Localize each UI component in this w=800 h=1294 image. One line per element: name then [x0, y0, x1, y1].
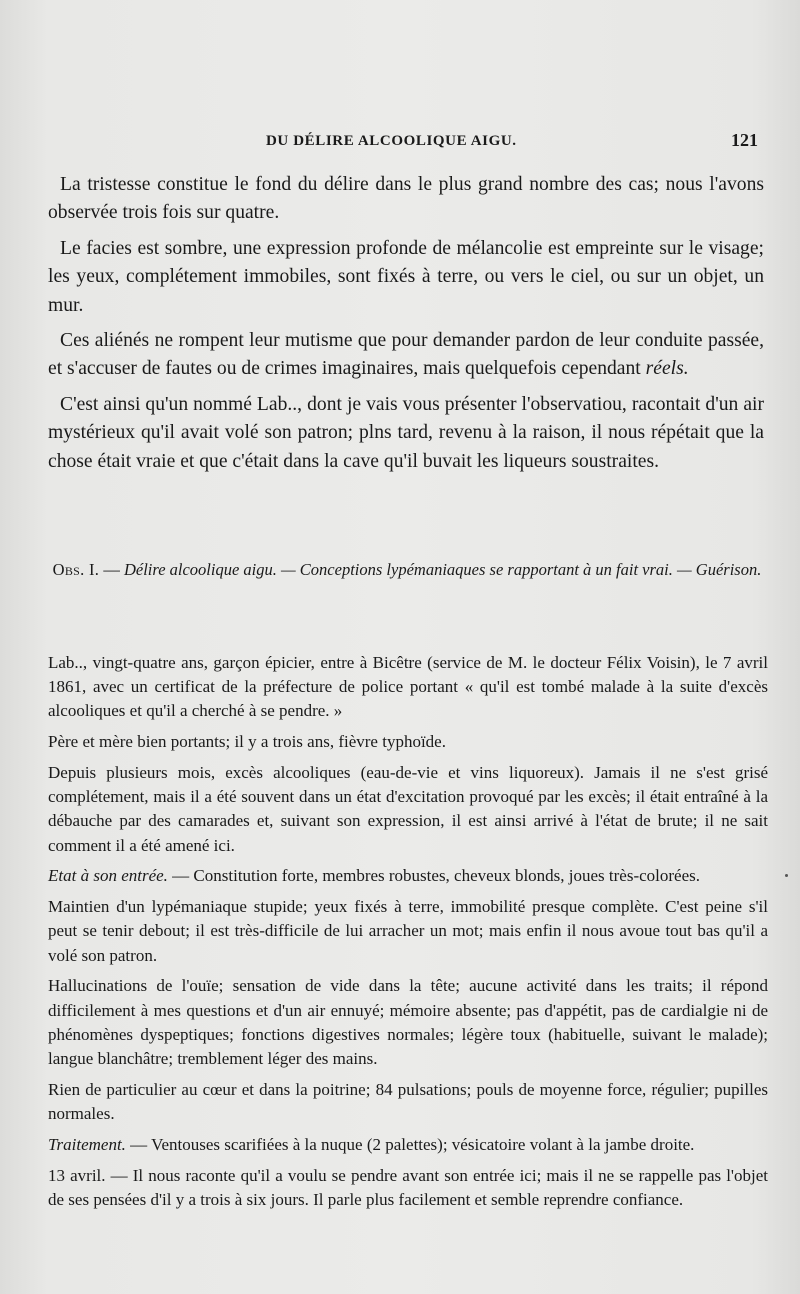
case-subheading: Etat à son entrée.	[48, 866, 168, 886]
case-paragraph: Depuis plusieurs mois, excès alcooliques (eau-de-vie et vins liquoreux). Jamais il ne s'est grisé complétement, mais il a été souvent dans un état d'excitation provoqué par les excès; il était entraîné à la débauche par des camarades et, suivant son expression, il est ainsi arrivé à l'état de brute; il ne sait comment il a été amené ici.	[48, 763, 768, 855]
observation-number: Obs. I.	[52, 560, 100, 579]
intro-paragraph-text: Ces aliénés ne rompent leur mutisme que pour demander pardon de leur conduite passée, et s'accuser de fautes ou de crimes imaginaires, mais quelquefois cependant	[48, 330, 764, 380]
intro-paragraph: C'est ainsi qu'un nommé Lab.., dont je vais vous présenter l'observatiou, racontait d'un air mystérieux qu'il avait volé son patron; plns tard, revenu à la raison, il nous répétait que la chose était vraie et que c'était dans la cave qu'il buvait les liqueurs soustraites.	[48, 393, 764, 472]
observation-dash: —	[99, 560, 124, 579]
intro-section	[48, 171, 764, 483]
intro-paragraph	[48, 327, 764, 384]
case-paragraph: Père et mère bien portants; il y a trois ans, fièvre typhoïde.	[48, 732, 446, 752]
observation-title: Délire alcoolique aigu. — Conceptions lypémaniaques se rapportant à un fait vrai. — Guérison.	[123, 560, 762, 579]
case-subheading: Traitement.	[48, 1134, 126, 1154]
case-paragraph	[48, 1133, 768, 1157]
intro-paragraph: La tristesse constitue le fond du délire dans le plus grand nombre des cas; nous l'avons observée trois fois sur quatre.	[48, 174, 764, 224]
case-paragraph	[48, 864, 768, 888]
case-paragraph: Hallucinations de l'ouïe; sensation de vide dans la tête; aucune activité dans les traits; il répond difficilement à mes questions et d'un air ennuyé; mémoire absente; pas d'appétit, pas de cardialgie ni de phénomènes dyspeptiques; fonctions digestives normales; légère toux (habituelle, suivant le malade); langue blanchâtre; tremblement léger des mains.	[48, 976, 768, 1069]
page-header	[48, 130, 760, 157]
intro-paragraph: Le facies est sombre, une expression profonde de mélancolie est empreinte sur le visage; les yeux, complétement immobiles, sont fixés à terre, ou vers le ciel, ou sur un objet, un mur.	[48, 237, 764, 316]
case-paragraph-text: — Ventouses scarifiées à la nuque (2 palettes); vésicatoire volant à la jambe droite.	[125, 1134, 695, 1154]
observation-heading	[48, 554, 766, 585]
case-paragraph: Rien de particulier au cœur et dans la poitrine; 84 pulsations; pouls de moyenne force, régulier; pupilles normales.	[48, 1079, 768, 1124]
running-title: DU DÉLIRE ALCOOLIQUE AIGU.	[266, 133, 517, 149]
case-paragraph-text: — Constitution forte, membres robustes, cheveux blonds, joues très-colorées.	[167, 866, 701, 886]
intro-paragraph-italic: réels.	[645, 358, 689, 380]
case-paragraph: Maintien d'un lypémaniaque stupide; yeux fixés à terre, immobilité presque complète. C'est peine s'il peut se tenir debout; il est très-difficile de lui arracher un mot; mais enfin il nous avoue tout bas qu'il a volé son patron.	[48, 897, 768, 965]
case-section	[48, 651, 768, 1219]
case-paragraph: Lab.., vingt-quatre ans, garçon épicier, entre à Bicêtre (service de M. le docteur Félix Voisin), le 7 avril 1861, avec un certificat de la préfecture de police portant « qu'il est tombé malade à la suite d'excès alcooliques et qu'il a cherché à se pendre. »	[48, 653, 768, 721]
case-paragraph: 13 avril. — Il nous raconte qu'il a voulu se pendre avant son entrée ici; mais il ne se rappelle pas l'objet de ses pensées d'il y a trois à six jours. Il parle plus facilement et semble reprendre confiance.	[48, 1165, 768, 1209]
print-speck	[785, 874, 788, 877]
page-number: 121	[731, 130, 758, 150]
